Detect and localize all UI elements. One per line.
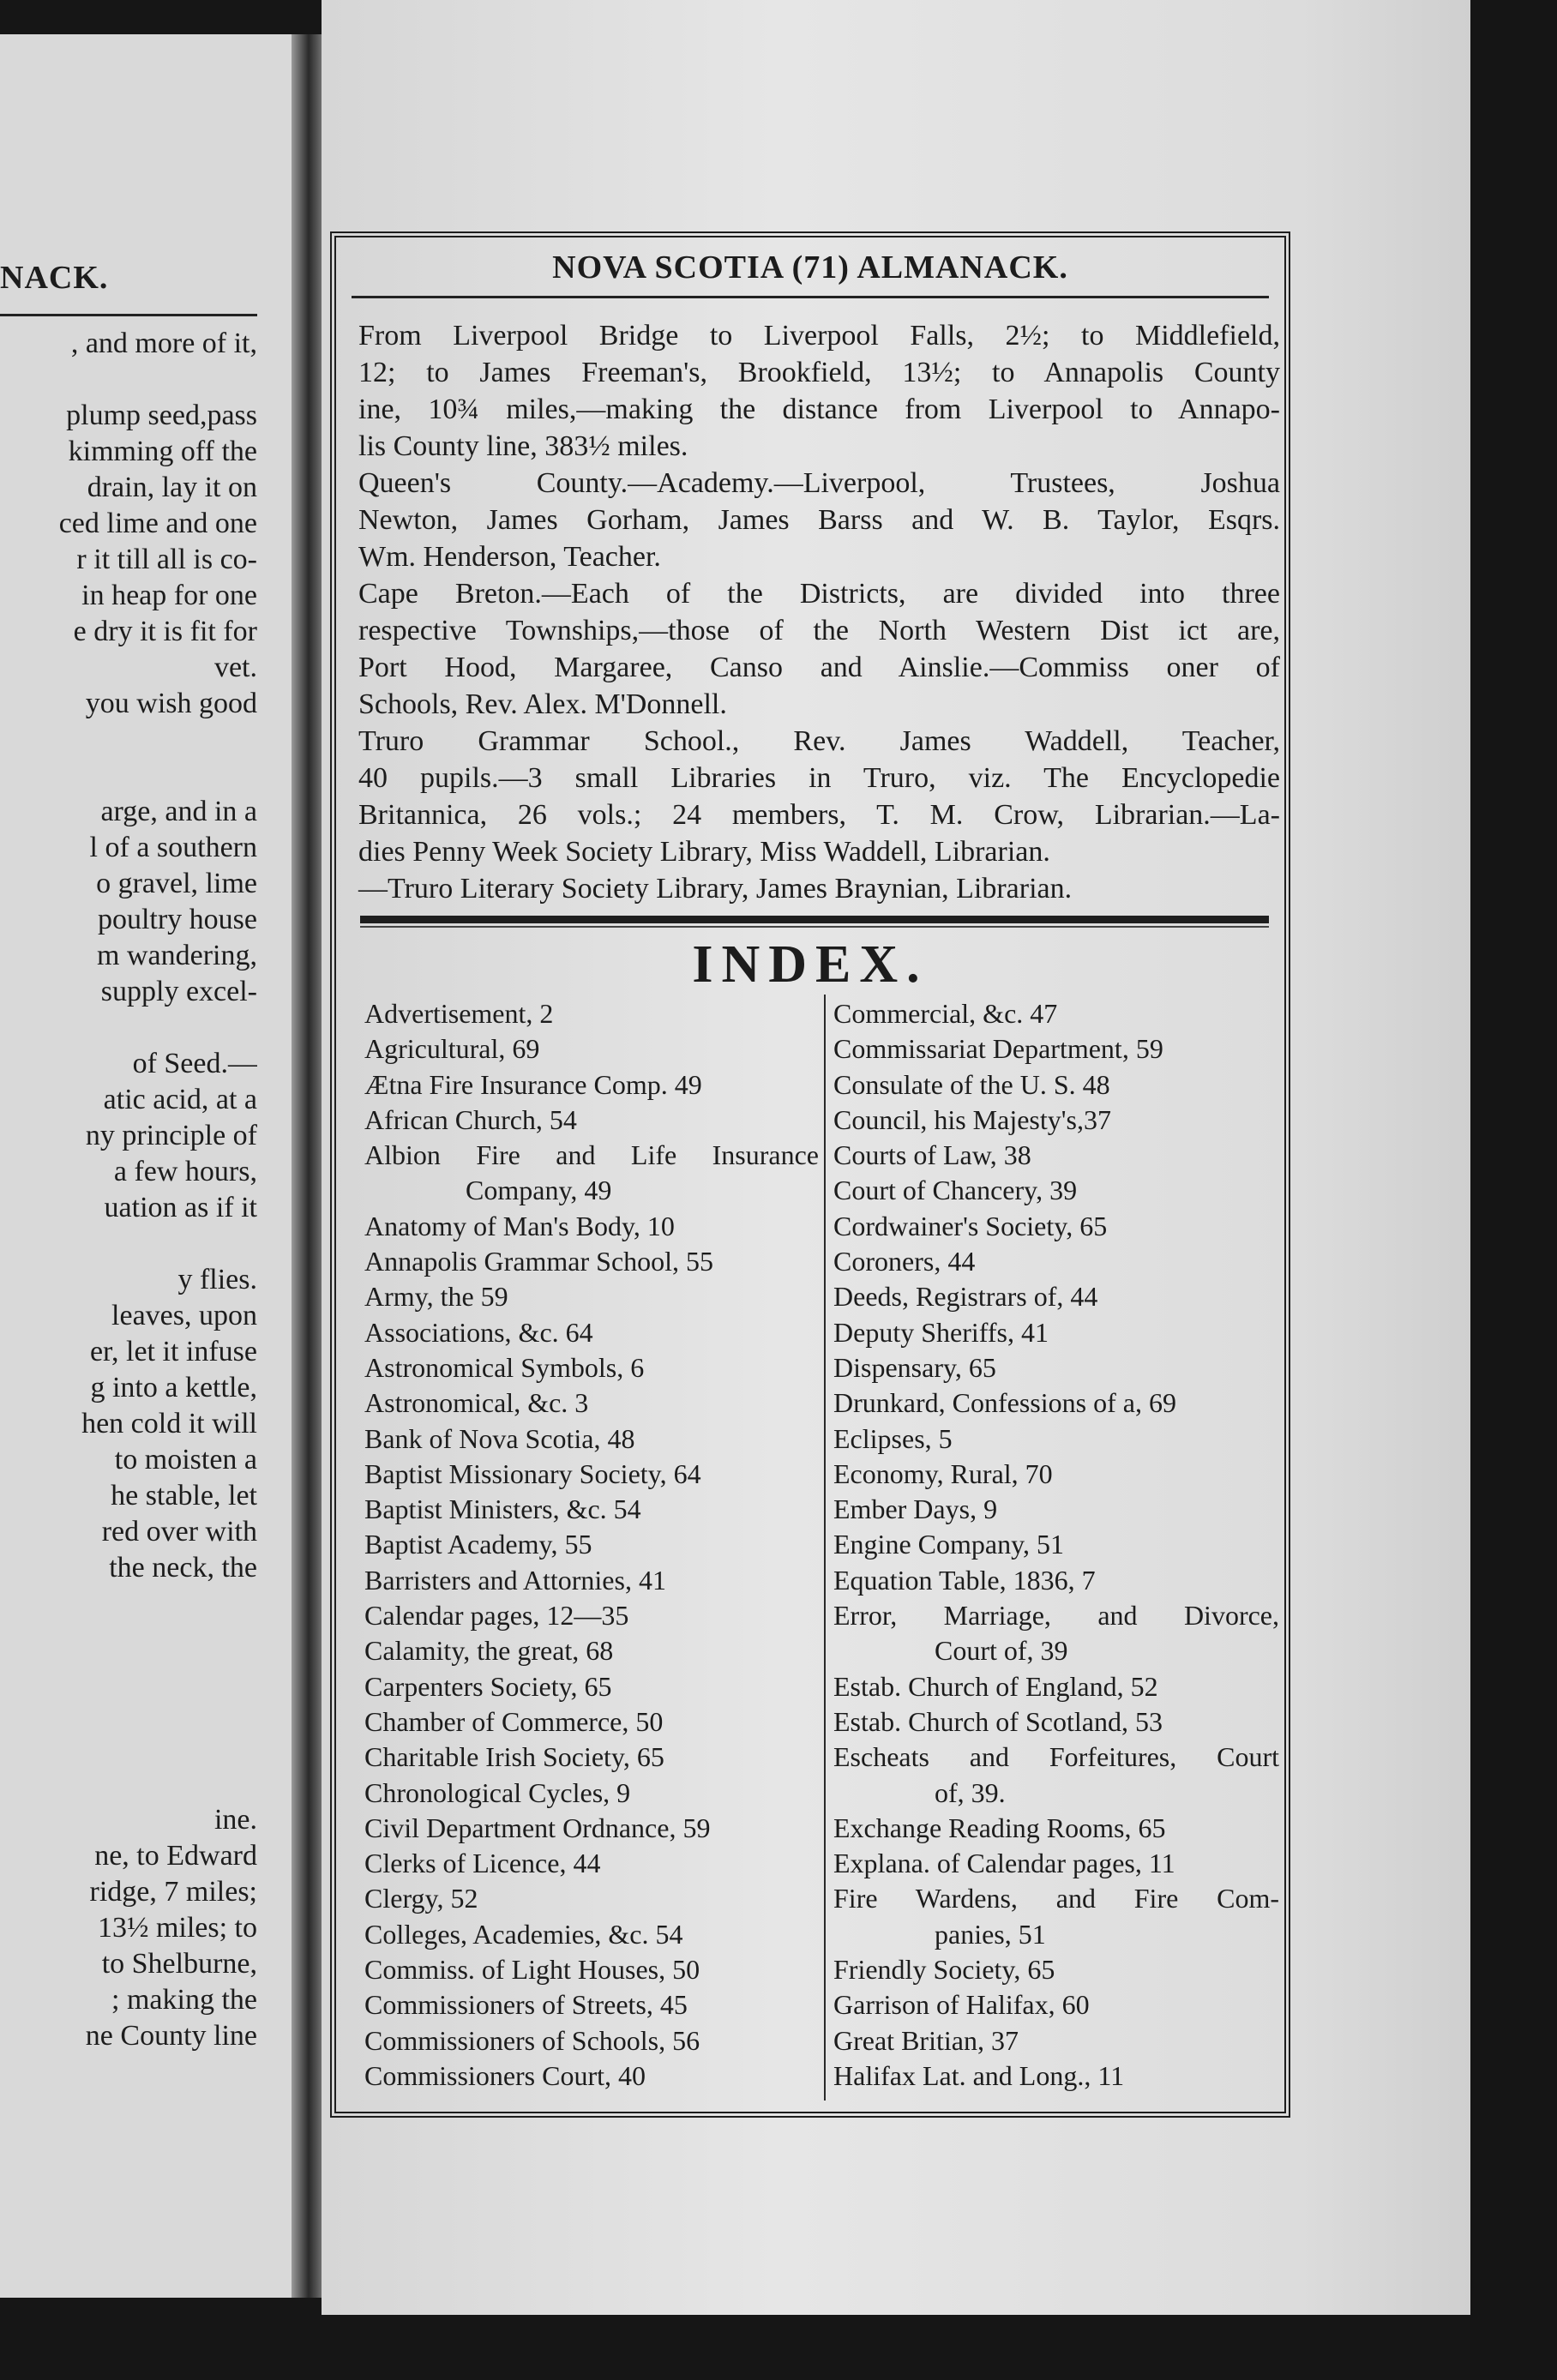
left-page-text bbox=[0, 326, 257, 2054]
index-entry: Barristers and Attornies, 41 bbox=[364, 1564, 666, 1596]
index-entry: Ember Days, 9 bbox=[833, 1494, 998, 1525]
index-entry: Company, 49 bbox=[466, 1175, 612, 1206]
left-page-line: l of a southern bbox=[89, 832, 257, 863]
left-page-line: hen cold it will bbox=[81, 1408, 257, 1439]
index-entry: Escheats and Forfeitures, Court bbox=[833, 1741, 1279, 1773]
intro-line: Cape Breton.—Each of the Districts, are divided into three bbox=[358, 578, 1280, 610]
left-page-line: g into a kettle, bbox=[90, 1372, 257, 1403]
left-page-line: atic acid, at a bbox=[103, 1084, 257, 1115]
left-page-line: vet. bbox=[213, 652, 257, 683]
left-page-line: to moisten a bbox=[114, 1444, 257, 1475]
left-page-line: ne, to Edward bbox=[94, 1840, 257, 1872]
section-divider bbox=[360, 916, 1269, 923]
left-page-line: ine. bbox=[213, 1804, 257, 1836]
left-page-fragment bbox=[0, 34, 292, 2298]
left-page-line: kimming off the bbox=[68, 436, 257, 467]
index-entry: Cordwainer's Society, 65 bbox=[833, 1210, 1108, 1241]
index-entry: Bank of Nova Scotia, 48 bbox=[364, 1422, 635, 1454]
left-page-line: plump seed,pass bbox=[66, 400, 257, 431]
index-entry: Great Britian, 37 bbox=[833, 2024, 1019, 2056]
left-page-line: to Shelburne, bbox=[101, 1948, 257, 1980]
page-title: NOVA SCOTIA (71) ALMANACK. bbox=[552, 249, 1068, 285]
index-entry: Baptist Missionary Society, 64 bbox=[364, 1457, 701, 1489]
index-entry: Courts of Law, 38 bbox=[833, 1139, 1031, 1171]
index-entry: Consulate of the U. S. 48 bbox=[833, 1068, 1110, 1100]
index-entry: Baptist Ministers, &c. 54 bbox=[364, 1494, 641, 1525]
left-page-line: leaves, upon bbox=[111, 1300, 257, 1331]
left-page-line: o gravel, lime bbox=[96, 868, 257, 899]
left-page-line: m wandering, bbox=[97, 940, 257, 971]
left-page-line: , and more of it, bbox=[70, 328, 257, 359]
left-page-line bbox=[0, 722, 257, 758]
index-right-column bbox=[833, 996, 1279, 2094]
left-page-line: arge, and in a bbox=[100, 796, 257, 827]
left-page-header: NACK. bbox=[0, 260, 109, 296]
index-entry: Explana. of Calendar pages, 11 bbox=[833, 1848, 1175, 1879]
index-entry: Council, his Majesty's,37 bbox=[833, 1103, 1111, 1135]
index-entry: Clergy, 52 bbox=[364, 1883, 478, 1914]
index-entry: Coroners, 44 bbox=[833, 1246, 976, 1277]
intro-line: dies Penny Week Society Library, Miss Waddell, Librarian. bbox=[358, 836, 1050, 868]
left-page-line bbox=[0, 1586, 257, 1622]
left-page-line bbox=[0, 1730, 257, 1766]
left-page-line: red over with bbox=[101, 1516, 257, 1548]
index-entry: Colleges, Academies, &c. 54 bbox=[364, 1918, 683, 1950]
index-entry: Commissariat Department, 59 bbox=[833, 1033, 1163, 1065]
intro-line: Port Hood, Margaree, Canso and Ainslie.—Commiss oner of bbox=[358, 652, 1280, 683]
index-entry: Army, the 59 bbox=[364, 1281, 508, 1313]
index-entry: Calendar pages, 12—35 bbox=[364, 1600, 629, 1632]
left-page-line: e dry it is fit for bbox=[73, 616, 257, 647]
index-entry: Commissioners of Schools, 56 bbox=[364, 2024, 700, 2056]
index-entry: African Church, 54 bbox=[364, 1103, 577, 1135]
index-column-divider bbox=[824, 995, 826, 2101]
left-page-line bbox=[0, 758, 257, 794]
left-page-line: r it till all is co- bbox=[76, 544, 257, 575]
left-page-line: supply excel- bbox=[100, 976, 257, 1007]
intro-line: Britannica, 26 vols.; 24 members, T. M. Crow, Librarian.—La- bbox=[358, 799, 1280, 831]
left-page-line bbox=[0, 1622, 257, 1658]
index-entry: Agricultural, 69 bbox=[364, 1033, 540, 1065]
index-entry: Commercial, &c. 47 bbox=[833, 998, 1058, 1029]
index-entry: Engine Company, 51 bbox=[833, 1529, 1064, 1560]
intro-line: Wm. Henderson, Teacher. bbox=[358, 541, 661, 573]
header-rule bbox=[352, 296, 1269, 298]
left-page-line bbox=[0, 1694, 257, 1730]
index-entry: Court of, 39 bbox=[935, 1635, 1068, 1667]
left-page-line: in heap for one bbox=[81, 580, 257, 611]
index-entry: Commissioners Court, 40 bbox=[364, 2059, 646, 2091]
index-entry: Fire Wardens, and Fire Com- bbox=[833, 1883, 1279, 1914]
intro-line: Truro Grammar School., Rev. James Waddell, Teacher, bbox=[358, 725, 1280, 757]
index-entry: Economy, Rural, 70 bbox=[833, 1457, 1053, 1489]
left-page-line: drain, lay it on bbox=[87, 472, 257, 503]
left-page-line: of Seed.— bbox=[132, 1048, 257, 1079]
index-entry: panies, 51 bbox=[935, 1918, 1046, 1950]
intro-line: Queen's County.—Academy.—Liverpool, Trustees, Joshua bbox=[358, 467, 1280, 499]
left-page-line bbox=[0, 362, 257, 398]
index-entry: Friendly Society, 65 bbox=[833, 1954, 1055, 1986]
left-page-line: a few hours, bbox=[113, 1156, 257, 1187]
index-entry: Chamber of Commerce, 50 bbox=[364, 1705, 664, 1737]
left-page-line: er, let it infuse bbox=[89, 1336, 257, 1367]
left-page-line bbox=[0, 1766, 257, 1802]
intro-line: ine, 10¾ miles,—making the distance from Liverpool to Annapo- bbox=[358, 394, 1280, 425]
index-entry: Error, Marriage, and Divorce, bbox=[833, 1600, 1279, 1632]
index-entry: Deeds, Registrars of, 44 bbox=[833, 1281, 1098, 1313]
index-entry: Baptist Academy, 55 bbox=[364, 1529, 592, 1560]
index-entry: Civil Department Ordnance, 59 bbox=[364, 1812, 711, 1843]
index-entry: Albion Fire and Life Insurance bbox=[364, 1139, 819, 1171]
left-page-line: you wish good bbox=[85, 688, 257, 719]
index-entry: Annapolis Grammar School, 55 bbox=[364, 1246, 714, 1277]
index-entry: Chronological Cycles, 9 bbox=[364, 1776, 631, 1808]
intro-line: —Truro Literary Society Library, James Braynian, Librarian. bbox=[358, 873, 1073, 905]
intro-line: From Liverpool Bridge to Liverpool Falls, 2½; to Middlefield, bbox=[358, 320, 1280, 352]
left-page-line: ridge, 7 miles; bbox=[89, 1876, 257, 1908]
index-entry: of, 39. bbox=[935, 1776, 1006, 1808]
left-page-line: ced lime and one bbox=[58, 508, 257, 539]
index-entry: Charitable Irish Society, 65 bbox=[364, 1741, 664, 1773]
intro-line: 12; to James Freeman's, Brookfield, 13½; to Annapolis County bbox=[358, 357, 1280, 388]
index-entry: Court of Chancery, 39 bbox=[833, 1175, 1078, 1206]
index-entry: Anatomy of Man's Body, 10 bbox=[364, 1210, 675, 1241]
intro-paragraphs bbox=[358, 317, 1280, 907]
left-page-line: poultry house bbox=[97, 904, 257, 935]
index-entry: Advertisement, 2 bbox=[364, 998, 554, 1029]
index-entry: Estab. Church of England, 52 bbox=[833, 1670, 1158, 1702]
index-entry: Halifax Lat. and Long., 11 bbox=[833, 2059, 1125, 2091]
index-entry: Equation Table, 1836, 7 bbox=[833, 1564, 1096, 1596]
left-page-line: ne County line bbox=[85, 2020, 257, 2052]
left-page-line: 13½ miles; to bbox=[97, 1912, 257, 1944]
index-entry: Astronomical, &c. 3 bbox=[364, 1387, 589, 1419]
index-left-column bbox=[364, 996, 819, 2094]
intro-line: respective Townships,—those of the North Western Dist ict are, bbox=[358, 615, 1280, 646]
index-entry: Garrison of Halifax, 60 bbox=[833, 1989, 1090, 2021]
left-page-line: ny principle of bbox=[85, 1120, 257, 1151]
page-edge bbox=[1470, 0, 1557, 2380]
index-entry: Ætna Fire Insurance Comp. 49 bbox=[364, 1068, 702, 1100]
index-entry: Exchange Reading Rooms, 65 bbox=[833, 1812, 1166, 1843]
index-entry: Dispensary, 65 bbox=[833, 1351, 996, 1383]
index-entry: Estab. Church of Scotland, 53 bbox=[833, 1705, 1163, 1737]
index-title: INDEX. bbox=[692, 935, 929, 994]
intro-line: Newton, James Gorham, James Barss and W. B. Taylor, Esqrs. bbox=[358, 504, 1280, 536]
left-page-line: the neck, the bbox=[109, 1552, 257, 1584]
index-entry: Associations, &c. 64 bbox=[364, 1316, 593, 1348]
index-entry: Commissioners of Streets, 45 bbox=[364, 1989, 688, 2021]
left-page-line: ; making the bbox=[111, 1984, 257, 2016]
intro-line: Schools, Rev. Alex. M'Donnell. bbox=[358, 688, 727, 720]
intro-line: lis County line, 383½ miles. bbox=[358, 430, 688, 462]
intro-line: 40 pupils.—3 small Libraries in Truro, viz. The Encyclopedie bbox=[358, 762, 1280, 794]
index-entry: Calamity, the great, 68 bbox=[364, 1635, 614, 1667]
left-page-line: uation as if it bbox=[104, 1192, 257, 1223]
index-entry: Drunkard, Confessions of a, 69 bbox=[833, 1387, 1176, 1419]
left-page-line: y flies. bbox=[177, 1264, 257, 1295]
index-entry: Eclipses, 5 bbox=[833, 1422, 953, 1454]
left-page-line: he stable, let bbox=[111, 1480, 257, 1512]
left-header-rule bbox=[0, 314, 257, 316]
left-page-line bbox=[0, 1658, 257, 1694]
index-entry: Commiss. of Light Houses, 50 bbox=[364, 1954, 700, 1986]
index-entry: Deputy Sheriffs, 41 bbox=[833, 1316, 1049, 1348]
index-entry: Clerks of Licence, 44 bbox=[364, 1848, 601, 1879]
section-divider-thin bbox=[360, 926, 1269, 928]
index-entry: Astronomical Symbols, 6 bbox=[364, 1351, 645, 1383]
left-page-line bbox=[0, 1010, 257, 1046]
index-entry: Carpenters Society, 65 bbox=[364, 1670, 612, 1702]
left-page-line bbox=[0, 1226, 257, 1262]
